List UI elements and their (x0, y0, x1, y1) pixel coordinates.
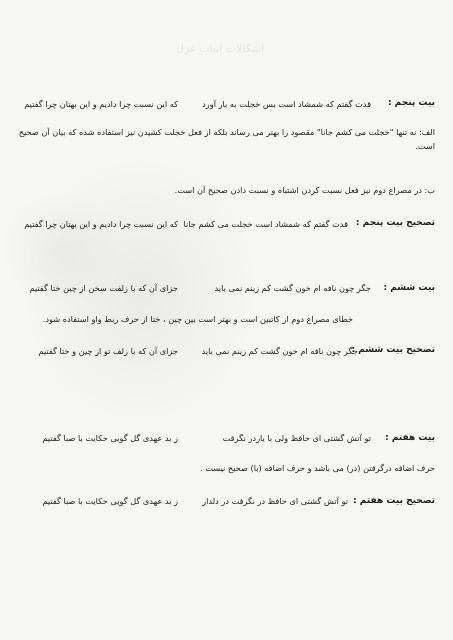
correction5-hemistich2: که این نسبت چرا دادیم و این بهتان چرا گفتیم (24, 219, 178, 229)
correction6-label: تصحیح بیت ششم : (351, 345, 435, 355)
verse6-label: بیت ششم : (383, 283, 435, 293)
note6: خطای مصراع دوم از کاتبین است و بهتر است بین چین ، ختا از حرف ربط واو استفاده شود. (42, 314, 353, 324)
note7: حرف اضافه درگرفتن (در) می باشد و حرف اضافه (با) صحیح نیست . (200, 463, 435, 473)
correction6-hemistich2: جزای آن که با زلف تو از چین و ختا گفتیم (38, 346, 178, 356)
correction6-hemistich1: جگر چون نافه ام خون گشت کم زینم نمی باید (201, 346, 358, 356)
verse5-label: بیت پنجم : (387, 98, 435, 108)
faint-heading: اشکالات ابیات غزل (175, 42, 265, 55)
note-be: ب: در مصراع دوم نیز فعل نسبت کردن اشتباه و نسبت دادن صحیح آن است. (174, 185, 435, 195)
verse6-hemistich2: جزای آن که با زلفت سخن از چین ختا گفتیم (29, 283, 178, 293)
verse7-hemistich2: ز بد عهدی گل گویی حکایت با صبا گفتیم (42, 433, 178, 443)
verse6-hemistich1: جگر چون نافه ام خون گشت کم زینم نمی باید (214, 283, 371, 293)
correction5-hemistich1: قدت گفتم که شمشاد است خجلت می کشم جانا (183, 219, 348, 229)
verse7-hemistich1: تو آتش گشتی ای حافظ ولی با یاردر نگرفت (222, 433, 371, 443)
verse7-label: بیت هفتم : (385, 433, 435, 443)
correction5-label: تصحیح بیت پنجم : (355, 218, 435, 228)
verse5-hemistich1: قدت گفتم که شمشاد است بس خجلت به بار آورد (202, 99, 371, 109)
verse5-hemistich2: که این نسبت چرا دادیم و این بهتان چرا گفتیم (24, 99, 178, 109)
note-alef: الف: نه تنها "خجلت می کشم جانا" مقصود را بهتر می رساند بلکه از فعل خجلت کشیدن نیز استفاده شده که بیان آن صحیح است. (18, 127, 435, 151)
correction7-label: تصحیح بیت هفتم : (353, 496, 435, 506)
correction7-hemistich2: ز بد عهدی گل گویی حکایت با صبا گفتیم (42, 496, 178, 506)
correction7-hemistich1: تو آتش گشتی ای حافظ در نگرفت در دلدار (202, 496, 348, 506)
